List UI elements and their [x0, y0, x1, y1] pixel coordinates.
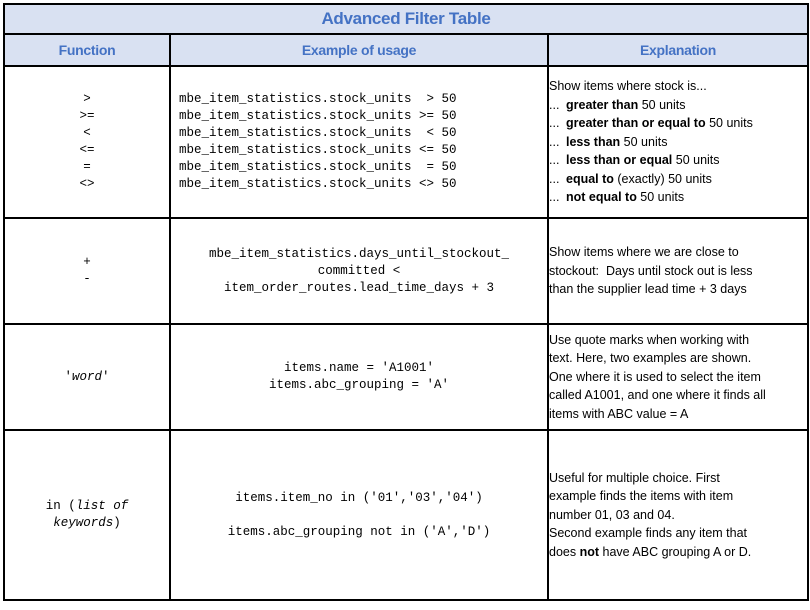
- explanation-line: Show items where we are close to: [549, 245, 739, 260]
- explanation-cell: [548, 218, 808, 324]
- explanation-line: than the supplier lead time + 3 days: [549, 282, 747, 297]
- explanation-cell: [548, 324, 808, 430]
- explanation-line: ... equal to (exactly) 50 units: [549, 171, 712, 186]
- column-header-example: Example of usage: [170, 34, 548, 66]
- explanation-cell: [548, 430, 808, 600]
- example-code-line: mbe_item_statistics.stock_units <= 50: [179, 143, 457, 157]
- column-header-explanation: Explanation: [548, 34, 808, 66]
- explanation-line: ... not equal to 50 units: [549, 190, 685, 205]
- function-operator: >: [83, 92, 91, 106]
- function-cell: 'word': [4, 324, 170, 430]
- explanation-line: items with ABC value = A: [549, 406, 689, 421]
- explanation-intro: Show items where stock is...: [549, 79, 707, 94]
- function-operator: >=: [79, 109, 95, 123]
- advanced-filter-table: [3, 3, 809, 601]
- example-code-line: mbe_item_statistics.stock_units > 50: [179, 92, 457, 106]
- explanation-line: text. Here, two examples are shown.: [549, 351, 752, 366]
- example-code-line: items.abc_grouping not in ('A','D'): [227, 524, 491, 539]
- function-operator: <=: [79, 143, 95, 157]
- example-cell: [170, 324, 548, 430]
- table-row-in-list: [4, 430, 808, 600]
- example-cell: [170, 430, 548, 600]
- example-cell: [170, 66, 548, 218]
- function-cell: in (list of keywords): [4, 430, 170, 600]
- example-code-line: mbe_item_statistics.stock_units >= 50: [179, 109, 457, 123]
- explanation-line: One where it is used to select the item: [549, 369, 761, 384]
- example-code-line: committed <: [317, 263, 401, 278]
- explanation-line: stockout: Days until stock out is less: [549, 263, 753, 278]
- function-operator: =: [83, 160, 91, 174]
- function-operator: <: [83, 126, 91, 140]
- explanation-line: does not have ABC grouping A or D.: [549, 544, 752, 559]
- example-code-line: items.abc_grouping = 'A': [268, 378, 450, 392]
- table-title: Advanced Filter Table: [4, 4, 808, 34]
- example-cell: [170, 218, 548, 324]
- example-code-line: mbe_item_statistics.stock_units <> 50: [179, 177, 457, 191]
- advanced-filter-sheet: [3, 3, 807, 607]
- explanation-line: Second example finds any item that: [549, 526, 748, 541]
- function-cell: [4, 66, 170, 218]
- example-code-line: item_order_routes.lead_time_days + 3: [223, 280, 495, 295]
- explanation-line: number 01, 03 and 04.: [549, 507, 675, 522]
- function-placeholder: keywords: [53, 516, 114, 530]
- function-operator: +: [83, 255, 91, 269]
- explanation-line: Use quote marks when working with: [549, 332, 750, 347]
- function-operator: <>: [79, 177, 95, 191]
- table-row-comparison-operators: [4, 66, 808, 218]
- example-code-line: mbe_item_statistics.stock_units = 50: [179, 160, 457, 174]
- explanation-line: ... less than 50 units: [549, 134, 668, 149]
- table-row-quoted-text: [4, 324, 808, 430]
- function-placeholder: word: [71, 369, 102, 384]
- function-operator: -: [83, 272, 91, 286]
- explanation-line: example finds the items with item: [549, 489, 734, 504]
- explanation-line: ... less than or equal 50 units: [549, 153, 720, 168]
- explanation-line: called A1001, and one where it finds all: [549, 388, 766, 403]
- explanation-line: ... greater than or equal to 50 units: [549, 116, 753, 131]
- function-cell: [4, 218, 170, 324]
- explanation-cell: [548, 66, 808, 218]
- example-code-line: items.item_no in ('01','03','04'): [235, 490, 483, 505]
- explanation-line: ... greater than 50 units: [549, 97, 686, 112]
- function-placeholder: list of: [75, 499, 129, 513]
- explanation-line: Useful for multiple choice. First: [549, 470, 720, 485]
- example-code-line: mbe_item_statistics.days_until_stockout_: [208, 246, 510, 261]
- example-code-line: mbe_item_statistics.stock_units < 50: [179, 126, 457, 140]
- example-code-line: items.name = 'A1001': [283, 361, 435, 375]
- column-header-function: Function: [4, 34, 170, 66]
- table-row-arithmetic: [4, 218, 808, 324]
